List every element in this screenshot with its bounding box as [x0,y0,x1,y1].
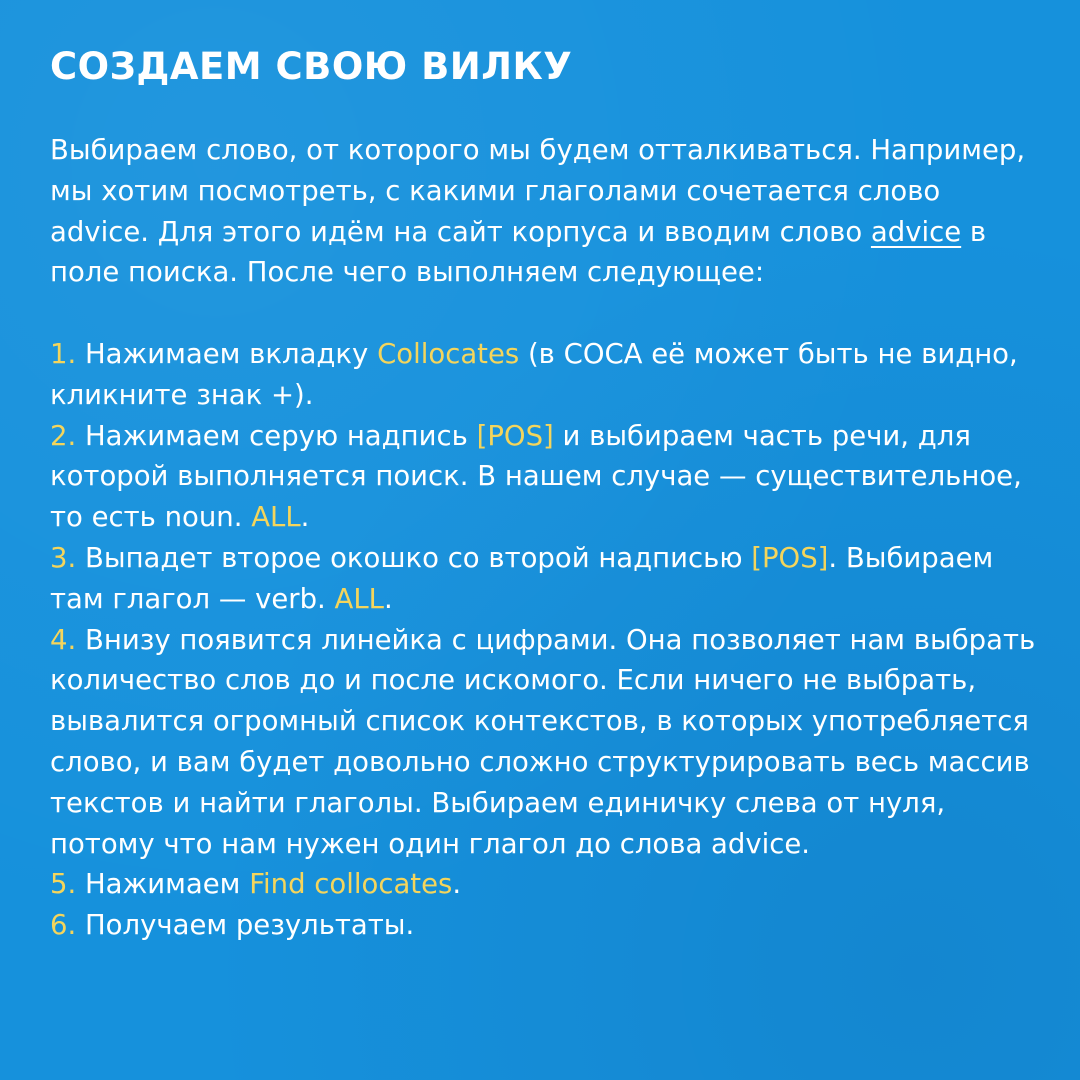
step-1 [50,334,1040,416]
step-text: Выпадет второе окошко со второй надписью [76,541,752,574]
highlight-term: [POS] [476,419,554,452]
step-4 [50,620,1040,865]
highlight-term: [POS] [751,541,829,574]
step-5 [50,864,1040,905]
highlight-term: ALL [251,501,301,534]
step-number: 2. [50,419,77,452]
step-text: Получаем результаты. [76,909,415,942]
highlight-term: Find collocates [249,868,453,901]
step-number: 1. [50,337,77,370]
step-text: Нажимаем [76,868,250,901]
step-3 [50,538,1040,620]
step-text: Нажимаем серую надпись [76,419,477,452]
step-text: (в COCA её может быть не видно, кликните знак +). [50,337,1018,411]
highlight-term: Collocates [377,337,520,370]
step-text: . [300,501,310,534]
step-text: . Выбираем там глагол — verb. [50,541,994,615]
intro-text: в поле поиска. После чего выполняем следующее: [50,215,987,289]
highlight-term: ALL [334,582,384,615]
step-2 [50,416,1040,538]
step-number: 4. [50,623,77,656]
page-title: СОЗДАЕМ СВОЮ ВИЛКУ [50,45,573,88]
step-text: . [452,868,462,901]
step-number: 3. [50,541,77,574]
step-number: 5. [50,868,77,901]
intro-paragraph [50,130,1040,293]
step-number: 6. [50,909,77,942]
step-6 [50,905,1040,946]
search-term: advice [870,215,962,248]
step-text: и выбираем часть речи, для которой выполняется поиск. В нашем случае — существительное, то есть noun. [50,419,1022,534]
intro-text: Выбираем слово, от которого мы будем отталкиваться. Например, мы хотим посмотреть, с какими глаголами сочетается слово advice. Для этого идём на сайт корпуса и вводим слово [50,134,1026,248]
step-text: Нажимаем вкладку [76,337,378,370]
step-text: . [383,582,393,615]
step-text: Внизу появится линейка с цифрами. Она позволяет нам выбрать количество слов до и после искомого. Если ничего не выбрать, вывалится огромный список контекстов, в которых употребляется слово, и вам будет довольно сложно структурировать весь массив текстов и найти глаголы. Выбираем единичку слева от нуля, потому что нам нужен один глагол до слова advice. [50,623,1036,860]
